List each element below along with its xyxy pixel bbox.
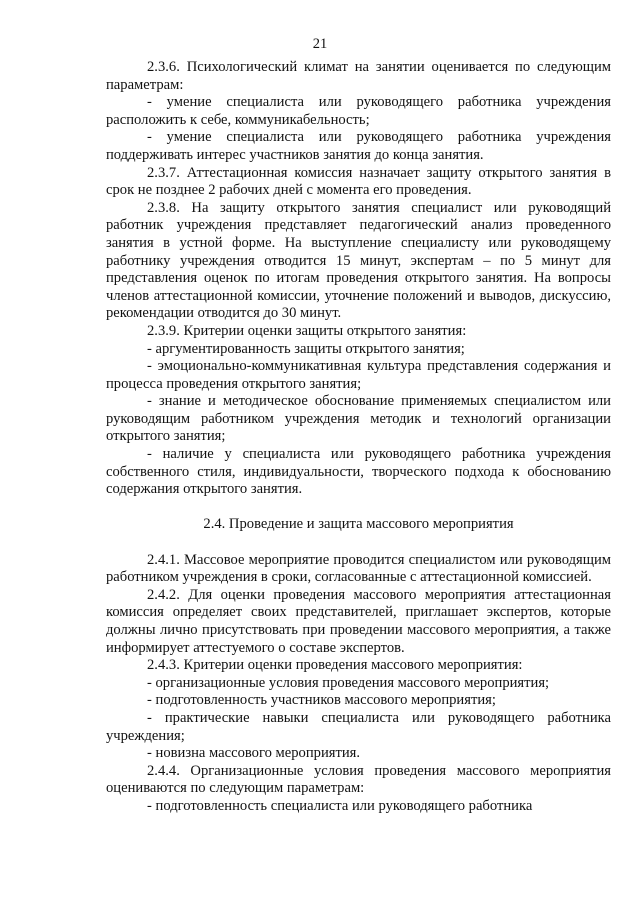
paragraph-2-3-8: 2.3.8. На защиту открытого занятия специалист или руководящий работник учреждения представляет педагогический анализ проведенного занятия в устной форме. На выступление специалисту или руководящему работнику учреждения отводится 15 минут, экспертам – по 5 минут для представления оценок по итогам проведения открытого занятия. На вопросы членов аттестационной комиссии, уточнение положений и выводов, дискуссию, рекомендации отводится до 30 минут.: [106, 199, 611, 322]
paragraph-2-3-9: 2.3.9. Критерии оценки защиты открытого занятия:: [147, 322, 467, 339]
list-item: - практические навыки специалиста или руководящего работника учреждения;: [106, 709, 611, 744]
page-number: 21: [312, 36, 328, 52]
list-item: - умение специалиста или руководящего работника учреждения расположить к себе, коммуникабельность;: [106, 94, 611, 128]
list-item: - подготовленность участников массового мероприятия;: [147, 692, 496, 709]
list-item: - подготовленность специалиста или руководящего работника: [147, 797, 533, 814]
paragraph-2-4-3: 2.4.3. Критерии оценки проведения массового мероприятия:: [147, 657, 523, 674]
list-item: - наличие у специалиста или руководящего работника учреждения собственного стиля, индивидуальности, творческого подхода к обоснованию содержания открытого занятия.: [106, 446, 611, 498]
list-item: - знание и методическое обоснование применяемых специалистом или руководящим работником учреждения методик и технологий организации открытого занятия;: [106, 393, 611, 445]
paragraph-2-4-4: 2.4.4. Организационные условия проведения массового мероприятия оцениваются по следующим параметрам:: [106, 762, 611, 797]
list-item: - эмоционально-коммуникативная культура представления содержания и процесса проведения открытого занятия;: [106, 358, 611, 392]
list-item: - умение специалиста или руководящего работника учреждения поддерживать интерес участников занятия до конца занятия.: [106, 129, 611, 163]
paragraph-2-3-6: 2.3.6. Психологический климат на занятии оценивается по следующим параметрам:: [106, 59, 611, 93]
list-item: - организационные условия проведения массового мероприятия;: [147, 674, 550, 691]
section-heading-2-4: 2.4. Проведение и защита массового мероприятия: [203, 516, 514, 533]
paragraph-2-4-1: 2.4.1. Массовое мероприятие проводится специалистом или руководящим работником учреждения в сроки, согласованные с аттестационной комиссией.: [106, 551, 611, 586]
paragraph-2-4-2: 2.4.2. Для оценки проведения массового мероприятия аттестационная комиссия определяет своих представителей, приглашает экспертов, которые должны лично присутствовать при проведении массового мероприятия, а также информирует аттестуемого о составе экспертов.: [106, 586, 611, 656]
list-item: - аргументированность защиты открытого занятия;: [147, 340, 465, 357]
paragraph-2-3-7: 2.3.7. Аттестационная комиссия назначает защиту открытого занятия в срок не позднее 2 рабочих дней с момента его проведения.: [106, 164, 611, 199]
list-item: - новизна массового мероприятия.: [147, 745, 361, 762]
document-body: [106, 59, 611, 816]
